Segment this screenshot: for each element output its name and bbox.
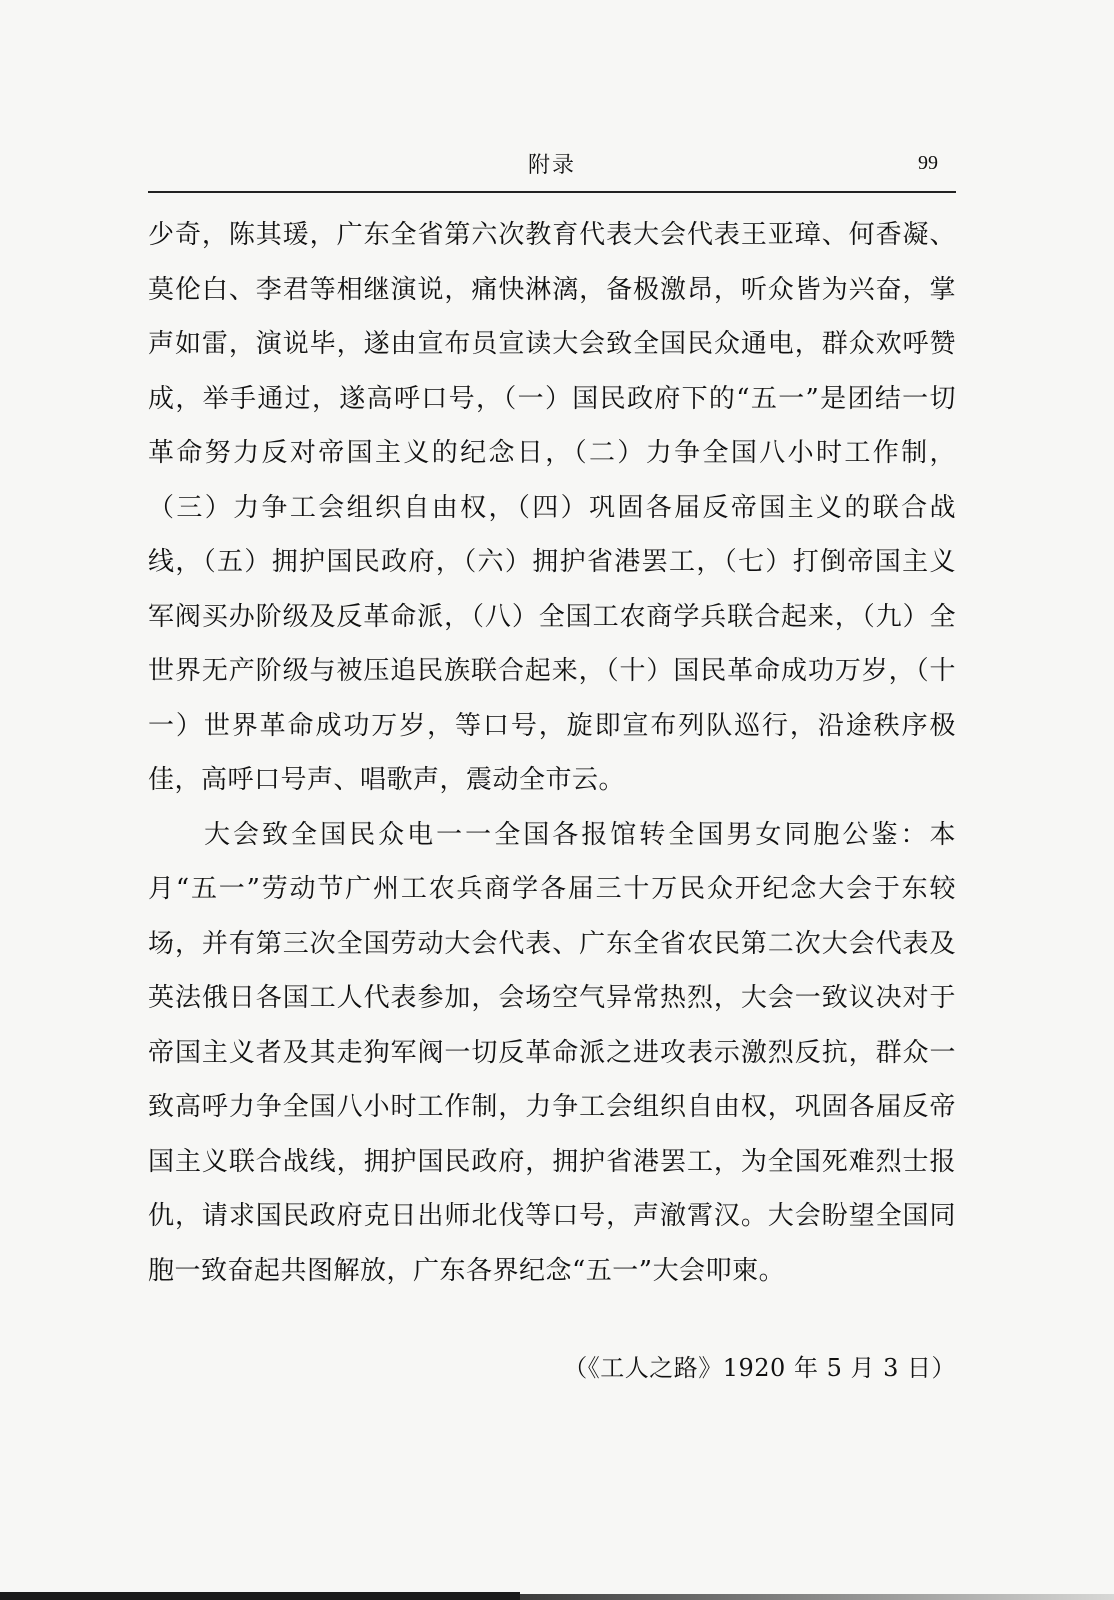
scan-edge-shadow: [0, 1592, 520, 1600]
body-text: [148, 208, 956, 1298]
header-divider: [148, 191, 956, 193]
paragraph-telegram: 大会致全国民众电一一全国各报馆转全国男女同胞公鉴：本月“五一”劳动节广州工农兵商学各届三十万民众开纪念大会于东较场，并有第三次全国劳动大会代表、广东全省农民第二次大会代表及英法俄日各国工人代表参加，会场空气异常热烈，大会一致议决对于帝国主义者及其走狗军阀一切反革命派之进攻表示激烈反抗，群众一致高呼力争全国八小时工作制，力争工会组织自由权，巩固各届反帝国主义联合战线，拥护国民政府，拥护省港罢工，为全国死难烈士报仇，请求国民政府克日出师北伐等口号，声澈霄汉。大会盼望全国同胞一致奋起共图解放，广东各界纪念“五一”大会叩柬。: [148, 819, 956, 1286]
source-citation: （《工人之路》1920 年 5 月 3 日）: [563, 1354, 956, 1382]
page-number: 99: [918, 152, 938, 174]
running-header: [148, 148, 956, 192]
paragraph-continued: 少奇，陈其瑗，广东全省第六次教育代表大会代表王亚璋、何香凝、莫伦白、李君等相继演说，痛快淋漓，备极激昂，听众皆为兴奋，掌声如雷，演说毕，遂由宣布员宣读大会致全国民众通电，群众欢呼赞成，举手通过，遂高呼口号，（一）国民政府下的“五一”是团结一切革命努力反对帝国主义的纪念日，（二）力争全国八小时工作制，（三）力争工会组织自由权，（四）巩固各届反帝国主义的联合战线，（五）拥护国民政府，（六）拥护省港罢工，（七）打倒帝国主义军阀买办阶级及反革命派，（八）全国工农商学兵联合起来，（九）全世界无产阶级与被压追民族联合起来，（十）国民革命成功万岁，（十一）世界革命成功万岁，等口号，旋即宣布列队巡行，沿途秩序极佳，高呼口号声、唱歌声，震动全市云。: [148, 220, 956, 795]
section-title: 附录: [527, 153, 576, 178]
scan-edge-fade: [520, 1594, 1114, 1600]
